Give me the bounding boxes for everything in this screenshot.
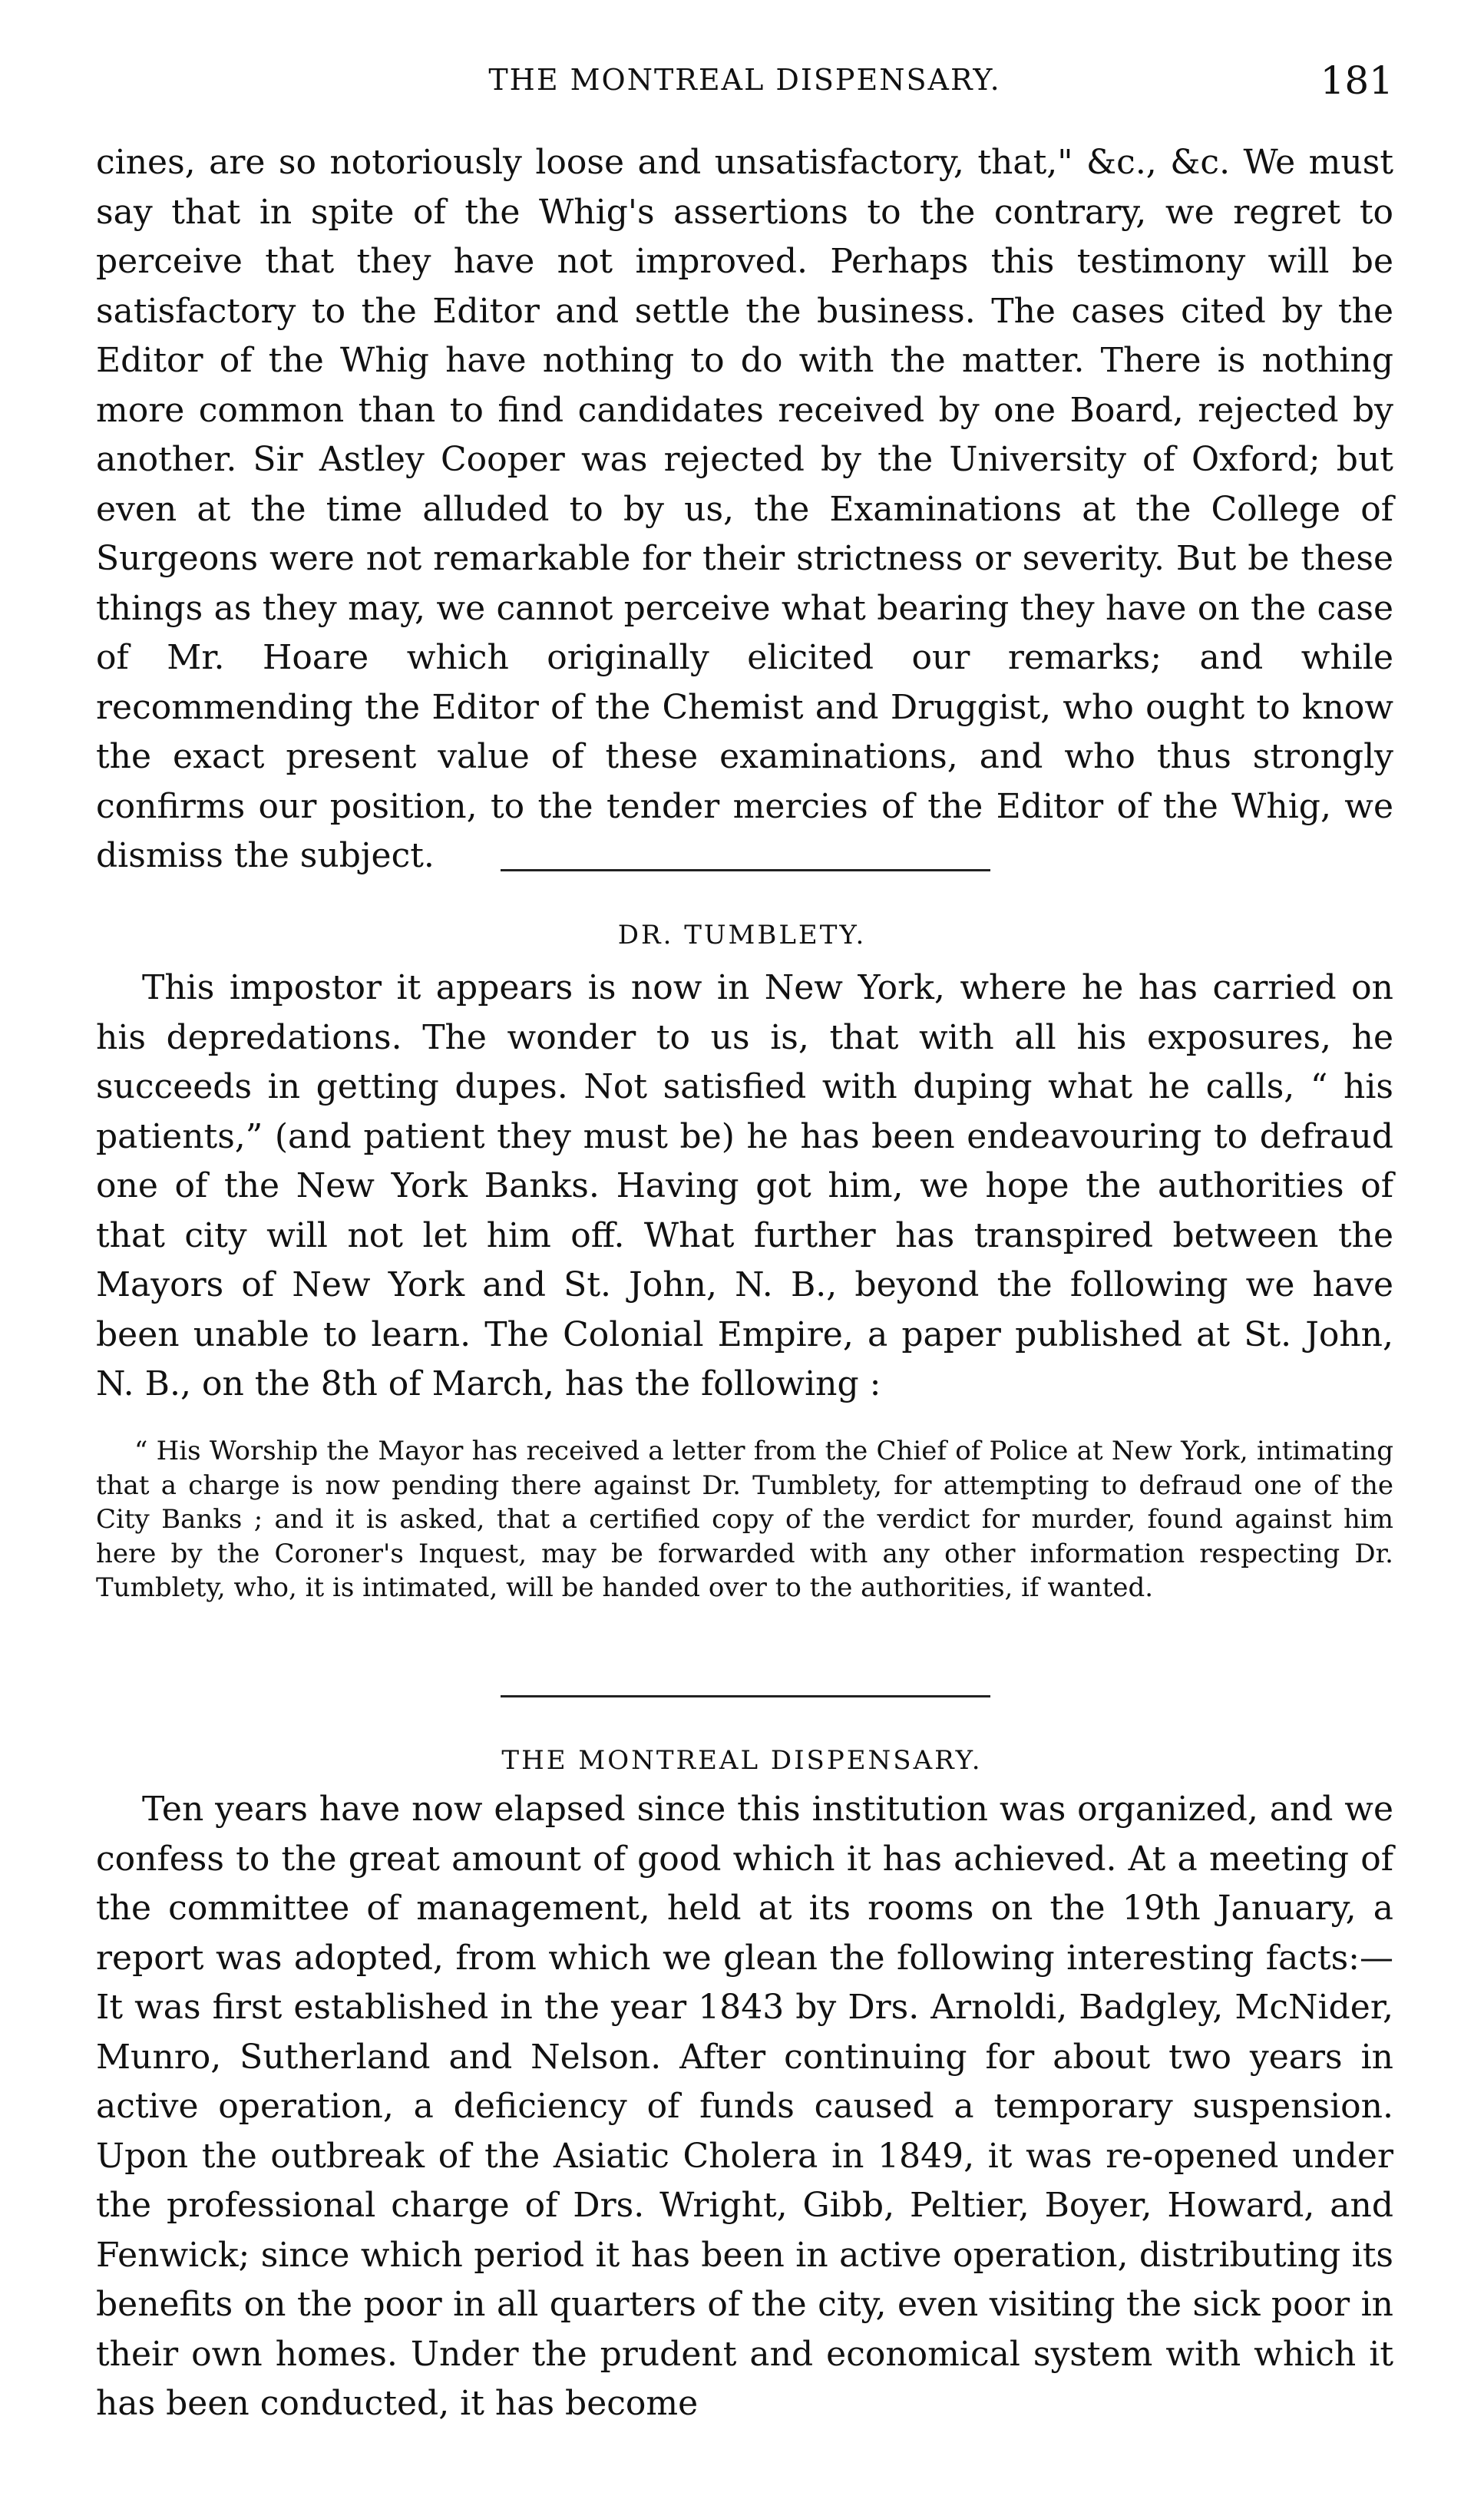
section-heading-dispensary: THE MONTREAL DISPENSARY. — [501, 1745, 983, 1776]
paragraph-dispensary: Ten years have now elapsed since this institution was organized, and we confess to the great amount of good which it has achieved. At a meeting of the committee of management, held at its rooms on the 19th January, a report was adopted, from which we glean the following interesting facts:—It was first established in the year 1843 by Drs. Arnoldi, Badgley, McNider, Munro, Sutherland and Nelson. After continuing for about two years in active operation, a deficiency of funds caused a temporary suspension. Upon the outbreak of the Asiatic Cholera in 1849, it was re-opened under the professional charge of Drs. Wright, Gibb, Peltier, Boyer, Howard, and Fenwick; since which period it has been in active operation, distributing its benefits on the poor in all quarters of the city, even visiting the sick poor in their own homes. Under the prudent and economical system with which it has been conducted, it has become — [96, 1790, 1393, 2423]
page-number: 181 — [1320, 58, 1393, 103]
section-divider — [501, 869, 990, 871]
running-title: THE MONTREAL DISPENSARY. — [488, 63, 1001, 97]
paragraph-whig-reply: cines, are so notoriously loose and unsatisfactory, that," &c., &c. We must say that in spite of the Whig's assertions to the contrary, we regret to perceive that they have not improved. Perhaps this testimony will be satisfactory to the Editor and settle the business. The cases cited by the Editor of the Whig have nothing to do with the matter. There is nothing more common than to find candidates received by one Board, rejected by another. Sir Astley Cooper was rejected by the University of Oxford; but even at the time alluded to by us, the Examinations at the College of Surgeons were not remarkable for their strictness or severity. But be these things as they may, we cannot perceive what bearing they have on the case of Mr. Hoare which originally elicited our remarks; and while recommending the Editor of the Chemist and Druggist, who ought to know the exact present value of these examinations, and who thus strongly confirms our position, to the tender mercies of the Editor of the Whig, we dismiss the subject. — [96, 143, 1393, 875]
running-header — [96, 58, 1393, 117]
block-quote-tumblety: “ His Worship the Mayor has received a letter from the Chief of Police at New York, intimating that a charge is now pending there against Dr. Tumblety, for attempting to defraud one of the City Banks ; and it is asked, that a certified copy of the verdict for murder, found against him here by the Coroner's Inquest, may be forwarded with any other information respecting Dr. Tumblety, who, it is intimated, will be handed over to the authorities, if wanted. — [96, 1436, 1393, 1603]
section-divider — [501, 1695, 990, 1697]
section-heading-tumblety: DR. TUMBLETY. — [617, 920, 867, 950]
paragraph-tumblety: This impostor it appears is now in New York, where he has carried on his depredations. The wonder to us is, that with all his exposures, he succeeds in getting dupes. Not satisfied with duping what he calls, “ his patients,” (and patient they must be) he has been endeavouring to defraud one of the New York Banks. Having got him, we hope the authorities of that city will not let him off. What further has transpired between the Mayors of New York and St. John, N. B., beyond the following we have been unable to learn. The Colonial Empire, a paper published at St. John, N. B., on the 8th of March, has the following : — [96, 968, 1393, 1403]
